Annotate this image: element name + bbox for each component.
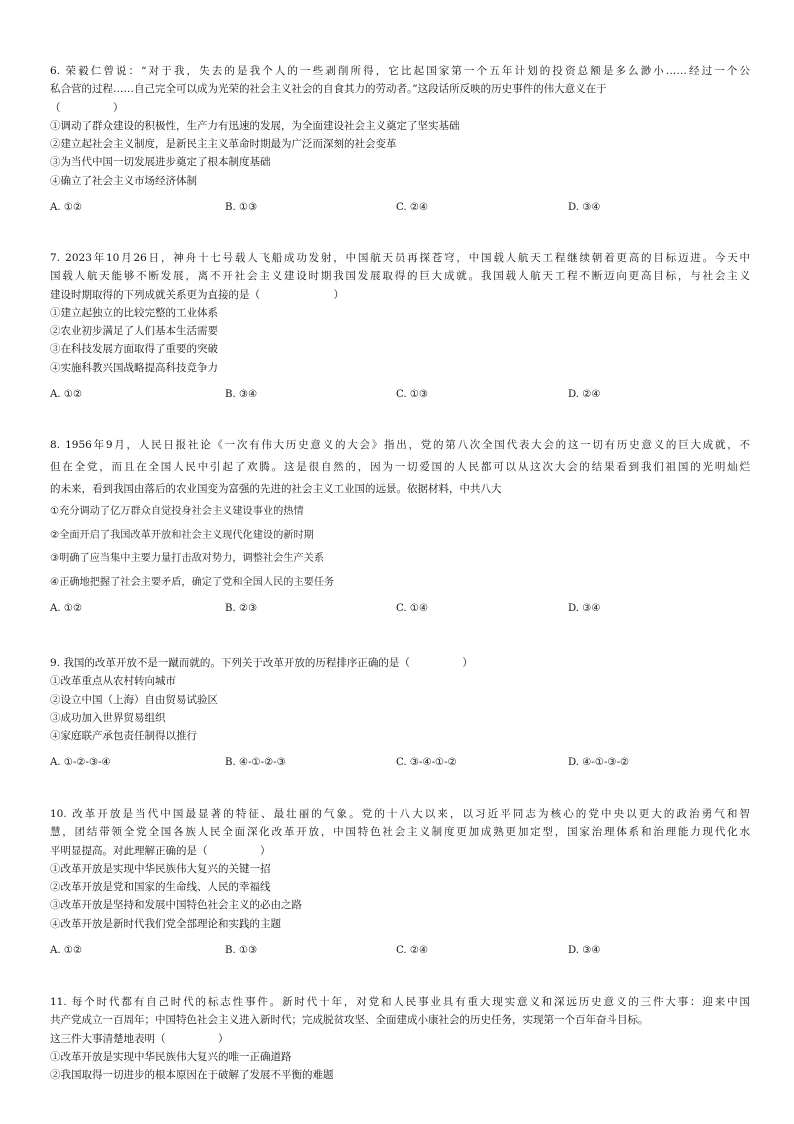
statement-option-1: ①建立起独立的比较完整的工业体系 [50, 306, 218, 319]
choice-c: C. ②④ [396, 202, 429, 214]
question-stem-line: 11. 每个时代都有自己时代的标志性事件。新时代十年，对党和人民事业具有重大现实意义和深远历史意义的三件大事：迎来中国 [50, 996, 750, 1008]
statement-option-4: ④确立了社会主义市场经济体制 [50, 174, 197, 187]
question-stem-line: 7. 2023年10月26日，神舟十七号载人飞船成功发射，中国航天员再探苍穹，中国载人航天工程继续朝着更高的目标迈进。今天中 [50, 252, 750, 264]
choice-a: A. ①② [50, 945, 83, 957]
question-stem-line: 慧，团结带领全党全国各族人民全面深化改革开放，中国特色社会主义制度更加成熟更加定型，国家治理体系和治理能力现代化水 [50, 826, 750, 839]
answer-choices [50, 942, 750, 962]
choice-c: C. ③-④-①-② [396, 757, 457, 769]
choice-d: D. ④-①-③-② [568, 757, 630, 769]
question-8 [50, 434, 750, 620]
question-stem-line: 私合营的过程……自己完全可以成为光荣的社会主义社会的自食其力的劳动者。”这段话所反映的历史事件的伟大意义在于 [50, 83, 607, 96]
statement-option-2: ②建立起社会主义制度，是新民主主义革命时期最为广泛而深刻的社会变革 [50, 138, 397, 151]
choice-a: A. ①② [50, 389, 83, 401]
question-stem-line: 这三件大事清楚地表明（ ） [50, 1032, 229, 1045]
question-stem-line: 平明显提高。对此理解正确的是（ ） [50, 844, 271, 857]
answer-choices [50, 600, 750, 620]
question-stem-line: 10. 改革开放是当代中国最显著的特征、最壮丽的气象。党的十八大以来，以习近平同志为核心的党中央以更大的政治勇气和智 [50, 808, 750, 820]
question-11 [50, 993, 750, 1084]
choice-d: D. ②④ [568, 389, 601, 401]
choice-b: B. ②③ [225, 603, 258, 614]
statement-option-2: ②全面开启了我国改革开放和社会主义现代化建设的新时期 [50, 529, 314, 541]
answer-choices [50, 754, 750, 774]
statement-option-1: ①改革开放是实现中华民族伟大复兴的唯一正确道路 [50, 1050, 292, 1063]
question-stem-line: 国载人航天能够不断发展，离不开社会主义建设时期我国发展取得的巨大成就。我国载人航天工程不断迈向更高目标，与社会主义 [50, 270, 750, 283]
question-stem-line: 共产党成立一百周年；中国特色社会主义进入新时代；完成脱贫攻坚、全面建成小康社会的历史任务，实现第一个百年奋斗目标。 [50, 1014, 649, 1027]
question-stem-line: 的未来，看到我国由落后的农业国变为富强的先进的社会主义工业国的远景。依据材料，中共八大 [50, 483, 502, 495]
statement-option-3: ③明确了应当集中主要力量打击敌对势力，调整社会生产关系 [50, 553, 325, 564]
answer-blank: （ ） [50, 101, 124, 114]
choice-c: C. ①③ [396, 389, 429, 401]
question-stem-line: 9. 我国的改革开放不是一蹴而就的。下列关于改革开放的历程排序正确的是（ ） [50, 657, 473, 669]
choice-c: C. ①④ [396, 603, 429, 614]
question-stem-line: 8. 1956年9月，人民日报社论《一次有伟大历史意义的大会》指出，党的第八次全国代表大会的这一切有历史意义的巨大成就，不 [50, 439, 750, 451]
statement-option-2: ②农业初步满足了人们基本生活需要 [50, 325, 218, 338]
answer-choices [50, 386, 750, 406]
question-6 [50, 62, 750, 219]
question-stem-line: 但在全党，而且在全国人民中引起了欢腾。这是很自然的，因为一切爱国的人民都可以从这次大会的结果看到我们祖国的光明灿烂 [50, 461, 750, 473]
choice-d: D. ③④ [568, 603, 601, 614]
answer-choices [50, 199, 750, 219]
question-10 [50, 805, 750, 962]
statement-option-4: ④改革开放是新时代我们党全部理论和实践的主题 [50, 917, 281, 930]
choice-b: B. ④-①-②-③ [225, 757, 286, 769]
statement-option-1: ①调动了群众建设的积极性，生产力有迅速的发展，为全面建设社会主义奠定了坚实基础 [50, 119, 460, 132]
statement-option-4: ④家庭联产承包责任制得以推行 [50, 730, 197, 743]
question-stem-line: 建设时期取得的下列成就关系更为直接的是（ ） [50, 288, 344, 301]
question-7 [50, 249, 750, 406]
statement-option-2: ②我国取得一切进步的根本原因在于破解了发展不平衡的难题 [50, 1069, 334, 1082]
choice-d: D. ③④ [568, 202, 601, 214]
choice-b: B. ③④ [225, 389, 258, 401]
choice-a: A. ①② [50, 202, 83, 214]
choice-c: C. ②④ [396, 945, 429, 957]
statement-option-2: ②改革开放是党和国家的生命线、人民的幸福线 [50, 881, 271, 894]
choice-d: D. ③④ [568, 945, 601, 957]
statement-option-3: ③在科技发展方面取得了重要的突破 [50, 343, 218, 356]
statement-option-1: ①改革开放是实现中华民族伟大复兴的关键一招 [50, 862, 271, 875]
statement-option-3: ③为当代中国一切发展进步奠定了根本制度基础 [50, 156, 271, 169]
statement-option-4: ④实施科教兴国战略提高科技竞争力 [50, 361, 218, 374]
statement-option-3: ③成功加入世界贸易组织 [50, 711, 166, 724]
question-stem-line: 6. 荣毅仁曾说：“对于我，失去的是我个人的一些剥削所得，它比起国家第一个五年计划的投资总额是多么渺小……经过一个公 [50, 65, 750, 77]
choice-b: B. ①③ [225, 202, 258, 214]
statement-option-4: ④正确地把握了社会主要矛盾，确定了党和全国人民的主要任务 [50, 576, 335, 588]
choice-a: A. ①-②-③-④ [50, 757, 111, 769]
question-9 [50, 654, 750, 774]
choice-b: B. ①③ [225, 945, 258, 957]
statement-option-1: ①充分调动了亿万群众自觉投身社会主义建设事业的热情 [50, 506, 304, 517]
statement-option-1: ①改革重点从农村转向城市 [50, 675, 176, 688]
choice-a: A. ①② [50, 603, 83, 614]
statement-option-2: ②设立中国（上海）自由贸易试验区 [50, 693, 218, 706]
statement-option-3: ③改革开放是坚持和发展中国特色社会主义的必由之路 [50, 899, 302, 912]
